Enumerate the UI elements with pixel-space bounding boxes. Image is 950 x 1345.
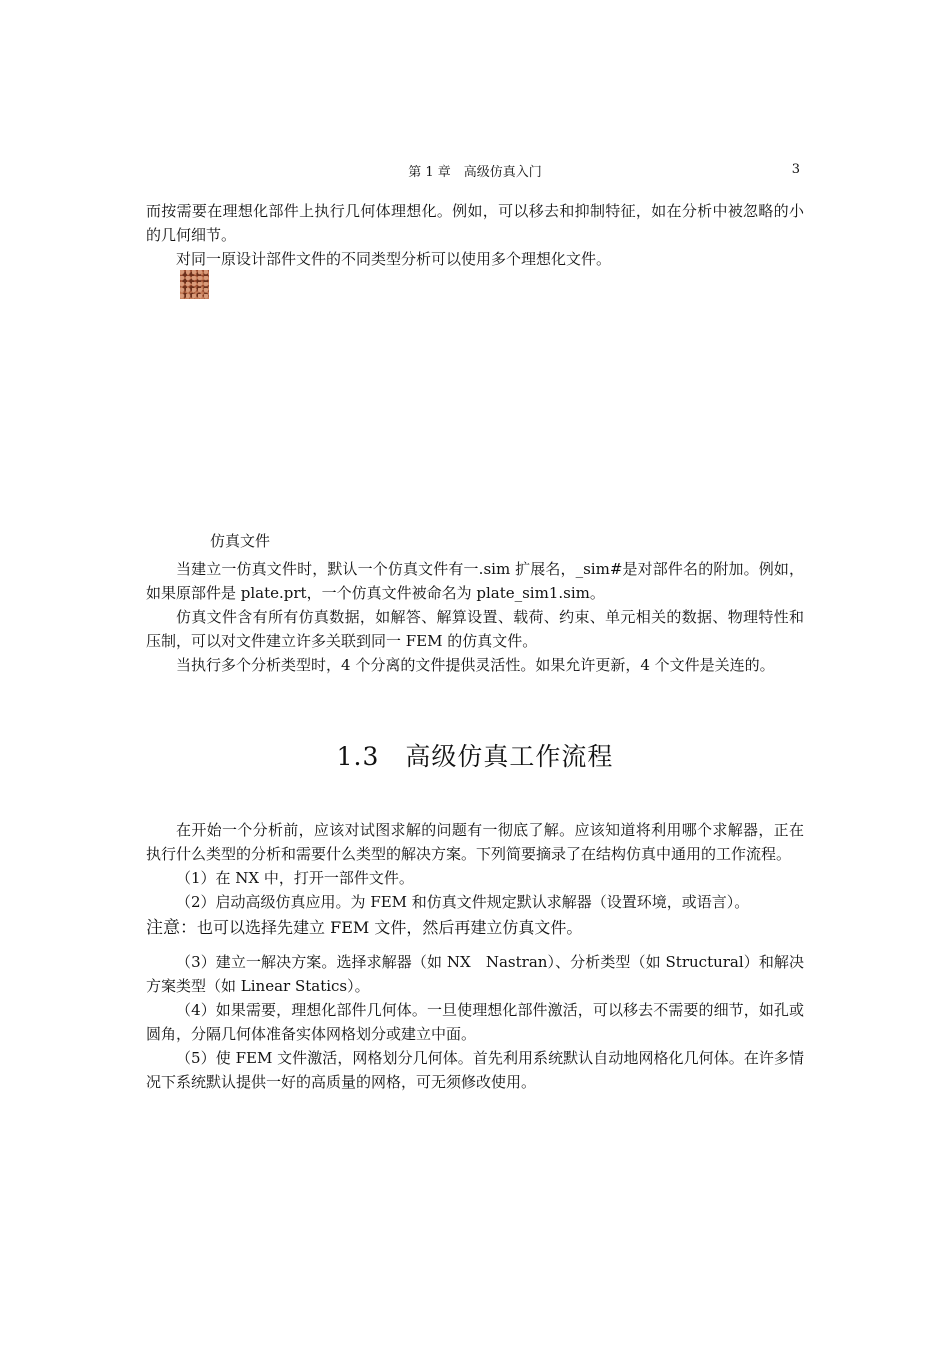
paragraph: 当建立一仿真文件时，默认一个仿真文件有一.sim 扩展名，_sim#是对部件名的附加。例如，如果原部件是 plate.prt，一个仿真文件被命名为 plate_sim1.sim。 bbox=[146, 560, 804, 602]
note-label: 注意： bbox=[146, 918, 197, 938]
figure-caption: 仿真文件 bbox=[210, 532, 271, 550]
paragraph: 仿真文件含有所有仿真数据，如解答、解算设置、载荷、约束、单元相关的数据、物理特性和压制，可以对文件建立许多关联到同一 FEM 的仿真文件。 bbox=[146, 608, 804, 650]
paragraph: 对同一原设计部件文件的不同类型分析可以使用多个理想化文件。 bbox=[176, 250, 612, 268]
step-item: （4）如果需要，理想化部件几何体。一旦使理想化部件激活，可以移去不需要的细节，如孔或圆角，分隔几何体准备实体网格划分或建立中面。 bbox=[146, 1001, 804, 1043]
note-text: 也可以选择先建立 FEM 文件，然后再建立仿真文件。 bbox=[197, 918, 583, 937]
page-header bbox=[146, 161, 804, 181]
section-heading bbox=[0, 737, 950, 773]
note bbox=[146, 916, 804, 940]
section-title-text: 高级仿真工作流程 bbox=[405, 742, 614, 771]
step-item: （5）使 FEM 文件激活，网格划分几何体。首先利用系统默认自动地网格化几何体。在许多情况下系统默认提供一好的高质量的网格，可无须修改使用。 bbox=[146, 1049, 804, 1091]
step-item: （3）建立一解决方案。选择求解器（如 NX Nastran）、分析类型（如 Structural）和解决方案类型（如 Linear Statics）。 bbox=[146, 953, 804, 995]
sim-text-block bbox=[146, 557, 804, 677]
chapter-title: 第 1 章 高级仿真入门 bbox=[408, 165, 542, 180]
paragraph: 在开始一个分析前，应该对试图求解的问题有一彻底了解。应该知道将利用哪个求解器，正在执行什么类型的分析和需要什么类型的解决方案。下列简要摘录了在结构仿真中通用的工作流程。 bbox=[146, 821, 804, 863]
step-item: （1）在 NX 中，打开一部件文件。 bbox=[176, 869, 414, 887]
paragraph: 而按需要在理想化部件上执行几何体理想化。例如，可以移去和抑制特征，如在分析中被忽略的小的几何细节。 bbox=[146, 202, 804, 244]
top-text-block bbox=[146, 199, 804, 271]
step-item: （2）启动高级仿真应用。为 FEM 和仿真文件规定默认求解器（设置环境，或语言）。 bbox=[176, 893, 750, 911]
section-number: 1.3 bbox=[336, 742, 380, 771]
workflow-block bbox=[146, 818, 804, 1094]
page-number: 3 bbox=[791, 162, 800, 177]
figure-image bbox=[180, 270, 209, 299]
paragraph: 当执行多个分析类型时，4 个分离的文件提供灵活性。如果允许更新，4 个文件是关连的。 bbox=[176, 656, 775, 674]
